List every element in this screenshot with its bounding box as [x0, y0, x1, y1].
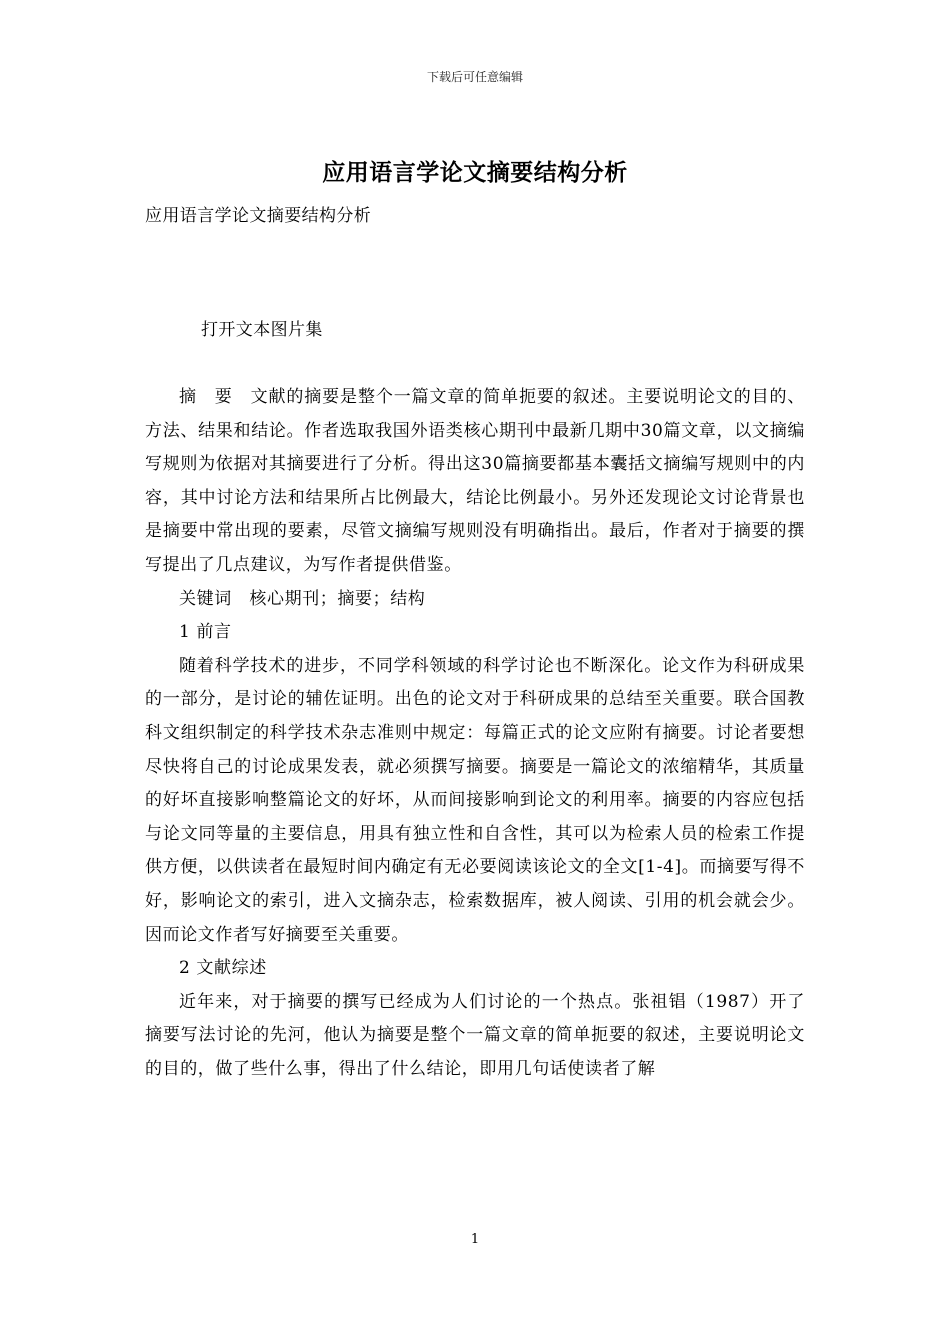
open-image-set-link[interactable]: 打开文本图片集 — [201, 320, 323, 340]
section-heading-intro: 1 前言 — [179, 622, 232, 643]
section-heading-literature: 2 文献综述 — [179, 958, 267, 979]
document-body — [145, 381, 805, 1086]
document-subtitle: 应用语言学论文摘要结构分析 — [145, 206, 372, 226]
intro-paragraph: 随着科学技术的进步，不同学科领域的科学讨论也不断深化。论文作为科研成果的一部分，是讨论的辅佐证明。出色的论文对于科研成果的总结至关重要。联合国教科文组织制定的科学技术杂志准则中规定：每篇正式的论文应附有摘要。讨论者要想尽快将自己的讨论成果发表，就必须撰写摘要。摘要是一篇论文的浓缩精华，其质量的好坏直接影响整篇论文的好坏，从而间接影响到论文的利用率。摘要的内容应包括与论文同等量的主要信息，用具有独立性和自含性，其可以为检索人员的检索工作提供方便，以供读者在最短时间内确定有无必要阅读该论文的全文[1-4]。而摘要写得不好，影响论文的索引，进入文摘杂志，检索数据库，被人阅读、引用的机会就会少。因而论文作者写好摘要至关重要。 — [145, 655, 805, 945]
abstract-paragraph: 摘 要 文献的摘要是整个一篇文章的简单扼要的叙述。主要说明论文的目的、方法、结果和结论。作者选取我国外语类核心期刊中最新几期中30篇文章，以文摘编写规则为依据对其摘要进行了分析。得出这30篇摘要都基本囊括文摘编写规则中的内容，其中讨论方法和结果所占比例最大，结论比例最小。另外还发现论文讨论背景也是摘要中常出现的要素，尽管文摘编写规则没有明确指出。最后，作者对于摘要的撰写提出了几点建议，为写作者提供借鉴。 — [145, 387, 805, 575]
page-header: 下载后可任意编辑 — [426, 70, 523, 84]
literature-paragraph: 近年来，对于摘要的撰写已经成为人们讨论的一个热点。张祖锠（1987）开了摘要写法讨论的先河，他认为摘要是整个一篇文章的简单扼要的叙述，主要说明论文的目的，做了些什么事，得出了什么结论，即用几句话使读者了解 — [145, 991, 805, 1079]
page-number: 1 — [470, 1232, 480, 1247]
keywords-line: 关键词 核心期刊；摘要；结构 — [179, 588, 426, 609]
document-title: 应用语言学论文摘要结构分析 — [322, 159, 628, 186]
